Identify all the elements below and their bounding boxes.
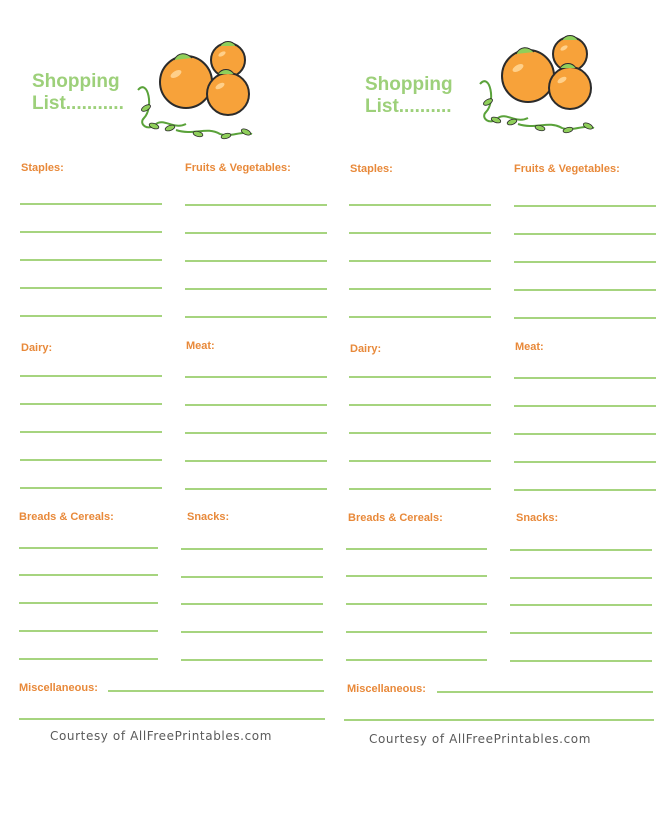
write-line[interactable] xyxy=(19,630,158,632)
write-line[interactable] xyxy=(346,631,487,633)
section-label-snacks: Snacks: xyxy=(187,511,230,523)
write-line[interactable] xyxy=(185,232,327,234)
write-line[interactable] xyxy=(20,459,162,461)
section-label-staples: Staples: xyxy=(21,162,64,174)
write-line[interactable] xyxy=(510,604,652,606)
write-line[interactable] xyxy=(20,203,162,205)
write-line[interactable] xyxy=(185,288,327,290)
section-label-miscellaneous: Miscellaneous: xyxy=(19,682,98,694)
write-line[interactable] xyxy=(510,632,652,634)
section-label-snacks: Snacks: xyxy=(516,512,559,524)
courtesy-credit: Courtesy of AllFreePrintables.com xyxy=(369,732,592,746)
write-line[interactable] xyxy=(20,403,162,405)
write-line[interactable] xyxy=(20,375,162,377)
write-line[interactable] xyxy=(510,549,652,551)
write-line[interactable] xyxy=(19,547,158,549)
write-line[interactable] xyxy=(185,488,327,490)
write-line[interactable] xyxy=(346,548,487,550)
write-line[interactable] xyxy=(346,659,487,661)
write-line[interactable] xyxy=(19,658,158,660)
write-line[interactable] xyxy=(514,233,656,235)
oranges-cluster-icon xyxy=(134,38,258,144)
write-line[interactable] xyxy=(185,376,327,378)
write-line[interactable] xyxy=(510,660,652,662)
section-label-breads-cereals: Breads & Cereals: xyxy=(348,512,443,524)
write-line[interactable] xyxy=(349,376,491,378)
write-line[interactable] xyxy=(185,316,327,318)
section-label-dairy: Dairy: xyxy=(350,343,382,355)
write-line[interactable] xyxy=(185,204,327,206)
section-label-meat: Meat: xyxy=(515,341,544,353)
section-label-dairy: Dairy: xyxy=(21,342,53,354)
write-line[interactable] xyxy=(185,260,327,262)
write-line[interactable] xyxy=(349,260,491,262)
write-line[interactable] xyxy=(181,631,323,633)
write-line[interactable] xyxy=(181,659,323,661)
write-line[interactable] xyxy=(19,574,158,576)
section-label-fruits-vegetables: Fruits & Vegetables: xyxy=(514,163,620,175)
write-line[interactable] xyxy=(349,232,491,234)
section-label-miscellaneous: Miscellaneous: xyxy=(347,683,426,695)
write-line[interactable] xyxy=(514,205,656,207)
write-line[interactable] xyxy=(437,691,653,693)
write-line[interactable] xyxy=(349,488,491,490)
write-line[interactable] xyxy=(514,489,656,491)
courtesy-credit: Courtesy of AllFreePrintables.com xyxy=(50,729,273,743)
write-line[interactable] xyxy=(514,405,656,407)
list-title xyxy=(32,71,124,115)
write-line[interactable] xyxy=(514,289,656,291)
write-line[interactable] xyxy=(346,603,487,605)
write-line[interactable] xyxy=(20,487,162,489)
list-title xyxy=(365,74,453,118)
list-title-line2: List.......... xyxy=(365,96,452,117)
write-line[interactable] xyxy=(181,548,323,550)
write-line[interactable] xyxy=(185,404,327,406)
write-line[interactable] xyxy=(346,575,487,577)
write-line[interactable] xyxy=(181,603,323,605)
write-line[interactable] xyxy=(20,431,162,433)
write-line[interactable] xyxy=(19,718,325,720)
write-line[interactable] xyxy=(514,261,656,263)
write-line[interactable] xyxy=(185,460,327,462)
write-line[interactable] xyxy=(19,602,158,604)
write-line[interactable] xyxy=(510,577,652,579)
list-title-line2: List........... xyxy=(32,93,124,114)
list-title-line1: Shopping xyxy=(32,71,120,92)
write-line[interactable] xyxy=(108,690,324,692)
write-line[interactable] xyxy=(349,204,491,206)
write-line[interactable] xyxy=(20,287,162,289)
shopping-list-panel-right xyxy=(330,0,666,816)
write-line[interactable] xyxy=(181,576,323,578)
section-label-breads-cereals: Breads & Cereals: xyxy=(19,511,114,523)
oranges-cluster-icon xyxy=(476,32,600,138)
write-line[interactable] xyxy=(20,259,162,261)
list-title-line1: Shopping xyxy=(365,74,453,95)
write-line[interactable] xyxy=(514,317,656,319)
write-line[interactable] xyxy=(349,316,491,318)
section-label-meat: Meat: xyxy=(186,340,215,352)
write-line[interactable] xyxy=(514,377,656,379)
write-line[interactable] xyxy=(349,460,491,462)
write-line[interactable] xyxy=(185,432,327,434)
write-line[interactable] xyxy=(349,288,491,290)
section-label-staples: Staples: xyxy=(350,163,393,175)
write-line[interactable] xyxy=(349,432,491,434)
write-line[interactable] xyxy=(514,461,656,463)
write-line[interactable] xyxy=(514,433,656,435)
write-line[interactable] xyxy=(20,315,162,317)
write-line[interactable] xyxy=(349,404,491,406)
write-line[interactable] xyxy=(20,231,162,233)
write-line[interactable] xyxy=(344,719,654,721)
section-label-fruits-vegetables: Fruits & Vegetables: xyxy=(185,162,291,174)
